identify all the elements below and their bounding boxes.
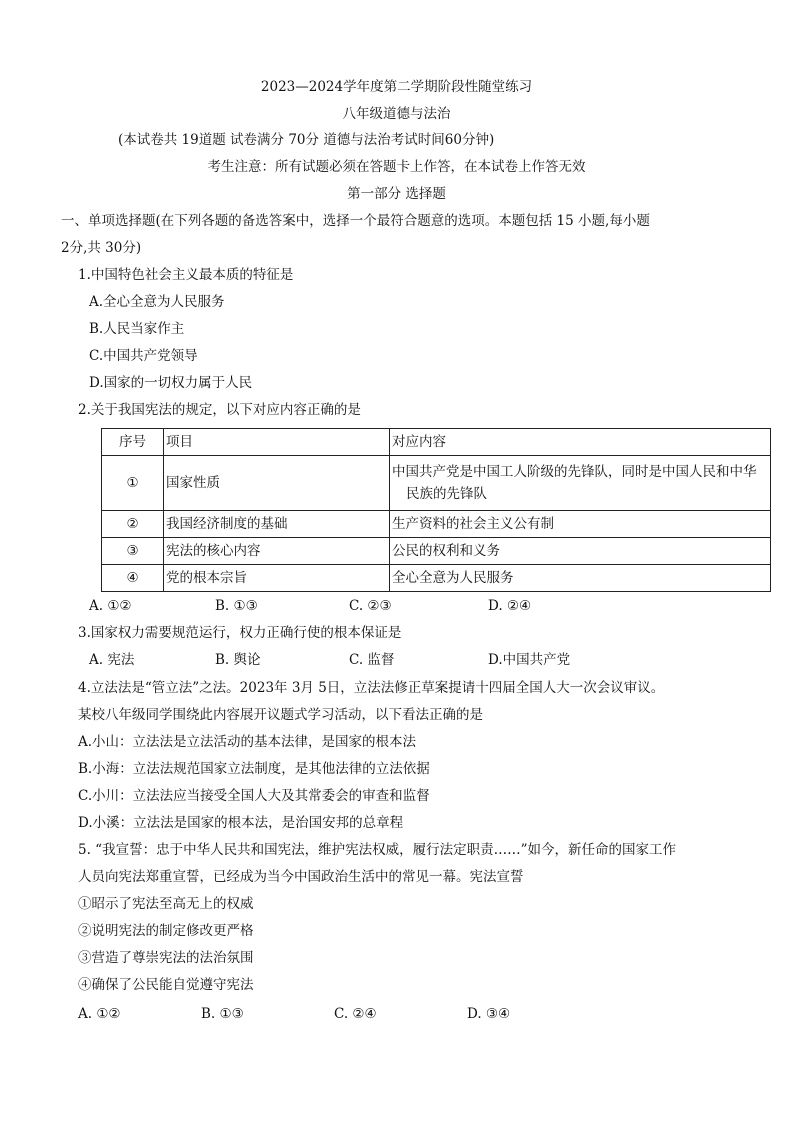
question-5-item-2: ②说明宪法的制定修改更严格 <box>78 923 254 939</box>
question-2-table <box>101 428 771 592</box>
question-2-option-c: C. ②③ <box>349 598 392 614</box>
question-3-options <box>0 651 793 669</box>
table-row <box>102 565 771 592</box>
question-4-option-b: B.小海：立法法规范国家立法制度，是其他法律的立法依据 <box>78 761 430 777</box>
question-5-stem-line2: 人员向宪法郑重宣誓，已经成为当今中国政治生活中的常见一幕。宪法宣誓 <box>78 869 524 885</box>
question-3-option-b: B. 舆论 <box>215 652 261 668</box>
question-1-option-c: C.中国共产党领导 <box>89 348 198 364</box>
question-5-item-4: ④确保了公民能自觉遵守宪法 <box>78 977 254 993</box>
part-heading: 第一部分 选择题 <box>347 186 446 202</box>
question-2-option-b: B. ①③ <box>215 598 258 614</box>
question-2-options <box>0 597 793 615</box>
question-5-stem-line1: 5. “我宣誓：忠于中华人民共和国宪法，维护宪法权威，履行法定职责……”如今，新任命的国家工作 <box>78 842 676 858</box>
question-4-stem-line1: 4.立法法是“管立法”之法。2023年 3月 5日，立法法修正草案提请十四届全国人大一次会议审议。 <box>78 680 665 696</box>
table-cell-no: ④ <box>102 565 164 592</box>
section-instructions-line1: 一、单项选择题(在下列各题的备选答案中，选择一个最符合题意的选项。本题包括 15 小题,每小题 <box>61 213 650 229</box>
table-cell-no: ③ <box>102 538 164 565</box>
table-cell-content-line1: 中国共产党是中国工人阶级的先锋队，同时是中国人民和中华 <box>392 464 757 480</box>
table-header-cell: 序号 <box>102 429 164 456</box>
question-1-option-b: B.人民当家作主 <box>89 321 185 337</box>
table-cell-content: 全心全意为人民服务 <box>390 565 771 592</box>
section-instructions-line2: 2分,共 30分) <box>61 240 142 256</box>
exam-info: (本试卷共 19道题 试卷满分 70分 道德与法治考试时间60分钟) <box>118 132 495 148</box>
question-5-item-1: ①昭示了宪法至高无上的权威 <box>78 896 254 912</box>
table-header-row <box>102 429 771 456</box>
question-5-options <box>0 1005 793 1023</box>
question-1-option-a: A.全心全意为人民服务 <box>89 294 225 310</box>
question-3-option-a: A. 宪法 <box>89 652 135 668</box>
table-cell-content: 公民的权利和义务 <box>390 538 771 565</box>
table-row <box>102 511 771 538</box>
question-5-option-b: B. ①③ <box>201 1006 244 1022</box>
table-cell-item: 我国经济制度的基础 <box>164 511 390 538</box>
table-cell-content: 生产资料的社会主义公有制 <box>390 511 771 538</box>
question-5-option-a: A. ①② <box>78 1006 121 1022</box>
question-2-option-d: D. ②④ <box>488 598 532 614</box>
table-cell-item: 国家性质 <box>164 456 390 511</box>
table-row <box>102 538 771 565</box>
table-cell-no: ② <box>102 511 164 538</box>
table-cell-item: 宪法的核心内容 <box>164 538 390 565</box>
question-3-stem: 3.国家权力需要规范运行，权力正确行使的根本保证是 <box>78 625 402 641</box>
table-row <box>102 456 771 511</box>
question-5-item-3: ③营造了尊崇宪法的法治氛围 <box>78 950 254 966</box>
table-cell-content <box>390 456 771 511</box>
exam-title: 2023—2024学年度第二学期阶段性随堂练习 <box>260 79 533 95</box>
question-4-option-a: A.小山：立法法是立法活动的基本法律，是国家的根本法 <box>78 734 417 750</box>
question-1-stem: 1.中国特色社会主义最本质的特征是 <box>78 267 294 283</box>
question-4-stem-line2: 某校八年级同学围绕此内容展开议题式学习活动，以下看法正确的是 <box>78 707 483 723</box>
question-5-option-d: D. ③④ <box>467 1006 511 1022</box>
table-cell-content-line2: 民族的先锋队 <box>406 486 487 502</box>
table-cell-no: ① <box>102 456 164 511</box>
question-2-stem: 2.关于我国宪法的规定，以下对应内容正确的是 <box>78 402 361 418</box>
exam-notice: 考生注意：所有试题必须在答题卡上作答，在本试卷上作答无效 <box>207 159 586 175</box>
table-header-cell: 项目 <box>164 429 390 456</box>
question-1-option-d: D.国家的一切权力属于人民 <box>89 375 253 391</box>
question-2-option-a: A. ①② <box>89 598 132 614</box>
table-header-cell: 对应内容 <box>390 429 771 456</box>
question-3-option-c: C. 监督 <box>349 652 395 668</box>
question-5-option-c: C. ②④ <box>334 1006 377 1022</box>
question-3-option-d: D.中国共产党 <box>488 652 571 668</box>
table-cell-item: 党的根本宗旨 <box>164 565 390 592</box>
question-4-option-d: D.小溪：立法法是国家的根本法，是治国安邦的总章程 <box>78 815 404 831</box>
question-4-option-c: C.小川：立法法应当接受全国人大及其常委会的审查和监督 <box>78 788 430 804</box>
exam-subject: 八年级道德与法治 <box>342 106 451 122</box>
